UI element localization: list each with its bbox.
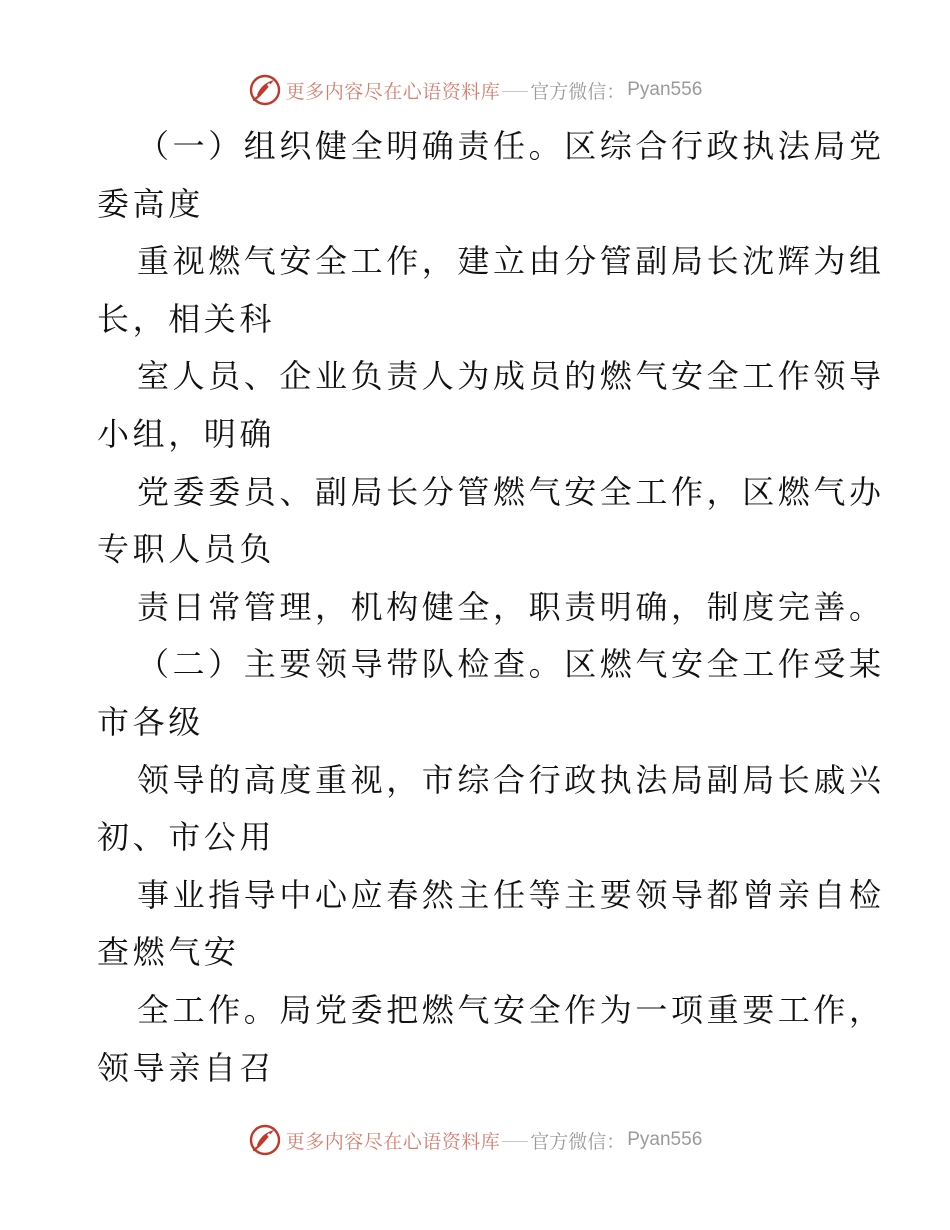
watermark-text: 更多内容尽在心语资料库 <box>285 80 501 103</box>
text-line: 市各级 <box>97 702 204 741</box>
text-line: 重视燃气安全工作，建立由分管副局长沈辉为组 <box>137 242 885 281</box>
text-line: 小组，明确 <box>97 414 276 453</box>
text-line: 委高度 <box>97 184 204 223</box>
text-line: 责日常管理，机构健全，职责明确，制度完善。 <box>137 587 885 626</box>
watermark-text: 更多内容尽在心语资料库 <box>285 1130 501 1153</box>
watermark-wechat-id: Pyan556 <box>627 1129 703 1150</box>
text-line: 事业指导中心应春然主任等主要领导都曾亲自检 <box>137 875 885 914</box>
watermark-wechat-label: 官方微信： <box>530 80 626 103</box>
pen-logo-icon <box>248 1123 282 1157</box>
footer-watermark <box>0 1122 950 1158</box>
watermark-wechat-label: 官方微信： <box>530 1130 626 1153</box>
text-line: （一）组织健全明确责任。区综合行政执法局党 <box>137 127 885 165</box>
text-line: 领导亲自召 <box>97 1048 276 1087</box>
watermark-dash <box>502 1141 528 1142</box>
text-line: 查燃气安 <box>97 933 240 972</box>
header-watermark <box>0 72 950 108</box>
text-line: 长，相关科 <box>97 299 276 338</box>
text-line: 室人员、企业负责人为成员的燃气安全工作领导 <box>137 357 885 396</box>
watermark-dash <box>502 91 528 92</box>
text-line: 专职人员负 <box>97 530 276 569</box>
document-body <box>97 118 885 1097</box>
pen-logo-icon <box>248 73 282 107</box>
watermark-wechat-id: Pyan556 <box>627 79 703 100</box>
text-line: 初、市公用 <box>97 818 276 857</box>
text-line: 党委委员、副局长分管燃气安全工作，区燃气办 <box>137 472 885 511</box>
text-line: 领导的高度重视，市综合行政执法局副局长戚兴 <box>137 760 885 799</box>
text-line: （二）主要领导带队检查。区燃气安全工作受某 <box>137 645 885 684</box>
text-line: 全工作。局党委把燃气安全作为一项重要工作， <box>137 990 885 1029</box>
